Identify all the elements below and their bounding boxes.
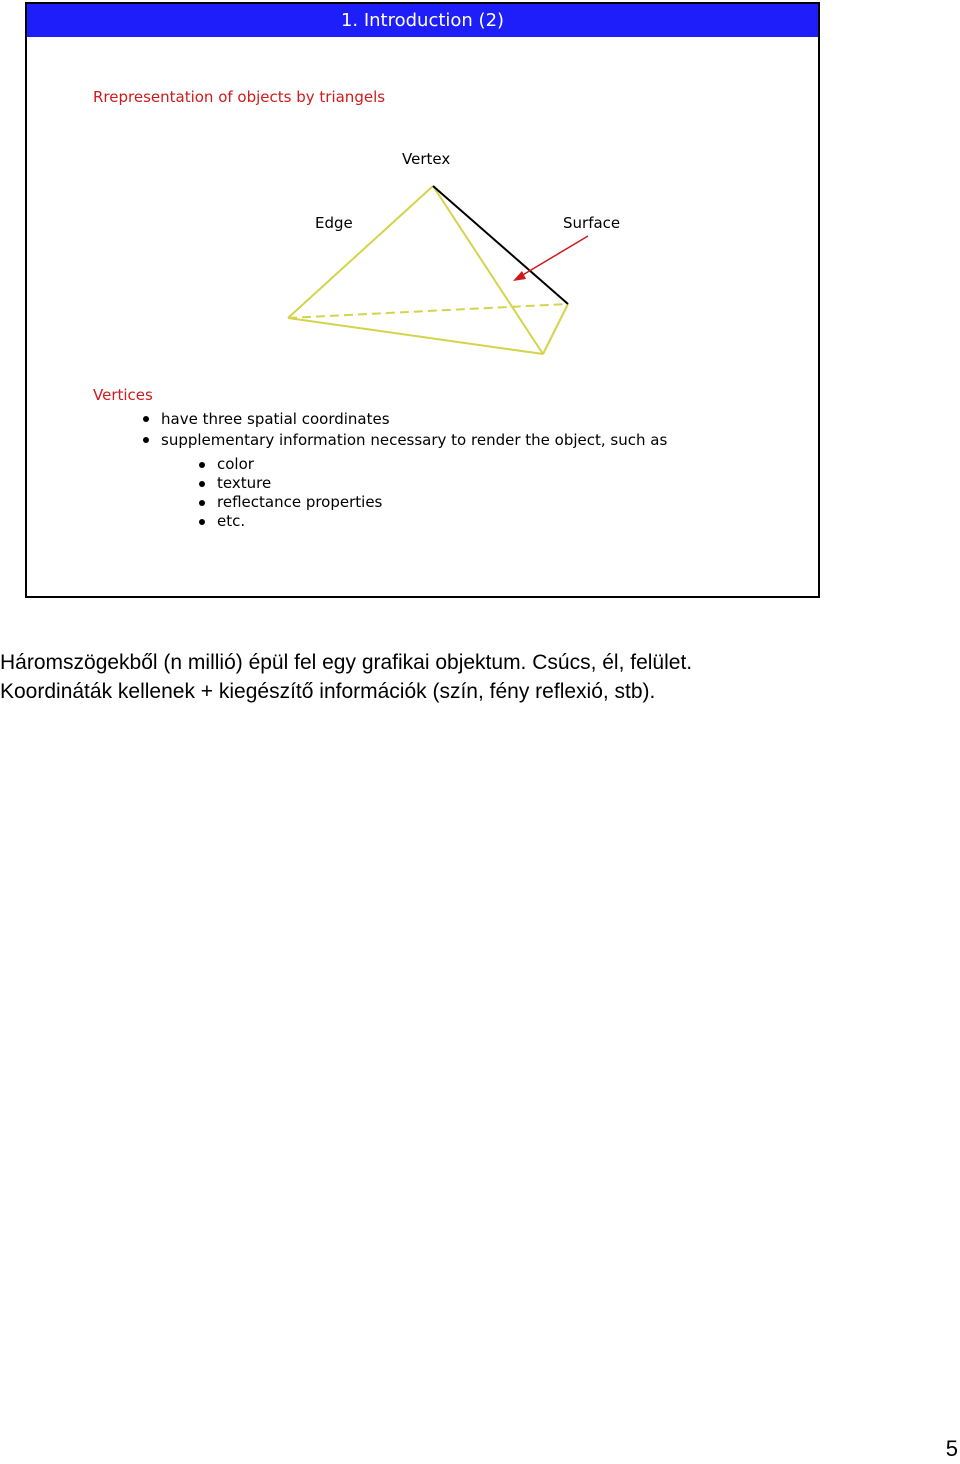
- page-number: 5: [945, 1436, 958, 1461]
- vertices-bullet-list: [143, 409, 667, 451]
- edge-right-short: [543, 304, 568, 354]
- edge-front-right: [433, 186, 543, 354]
- edge-hidden-dashed: [288, 304, 568, 318]
- caption-text: [0, 648, 692, 706]
- triangle-diagram: [27, 4, 818, 596]
- slide-frame: [25, 2, 820, 598]
- list-item: color: [199, 455, 382, 474]
- edge-highlighted: [433, 186, 568, 304]
- list-item: supplementary information necessary to render the object, such as: [143, 430, 667, 451]
- section-heading: Rrepresentation of objects by triangels: [93, 88, 386, 106]
- list-item: have three spatial coordinates: [143, 409, 667, 430]
- edge-front-bottom: [288, 318, 543, 354]
- supplementary-sub-list: [199, 455, 382, 531]
- vertex-label: Vertex: [402, 150, 451, 168]
- surface-label: Surface: [563, 214, 621, 232]
- list-item: texture: [199, 474, 382, 493]
- surface-arrow-shaft: [521, 236, 588, 276]
- list-item: reflectance properties: [199, 493, 382, 512]
- caption-line-1: Háromszögekből (n millió) épül fel egy grafikai objektum. Csúcs, él, felület.: [0, 651, 693, 674]
- surface-arrow-head: [513, 271, 526, 281]
- slide-title: 1. Introduction (2): [27, 4, 818, 37]
- list-item: etc.: [199, 512, 382, 531]
- vertices-heading: Vertices: [93, 386, 153, 404]
- edge-label: Edge: [315, 214, 353, 232]
- caption-line-2: Koordináták kellenek + kiegészítő információk (szín, fény reflexió, stb).: [0, 680, 656, 703]
- edge-left: [288, 186, 433, 318]
